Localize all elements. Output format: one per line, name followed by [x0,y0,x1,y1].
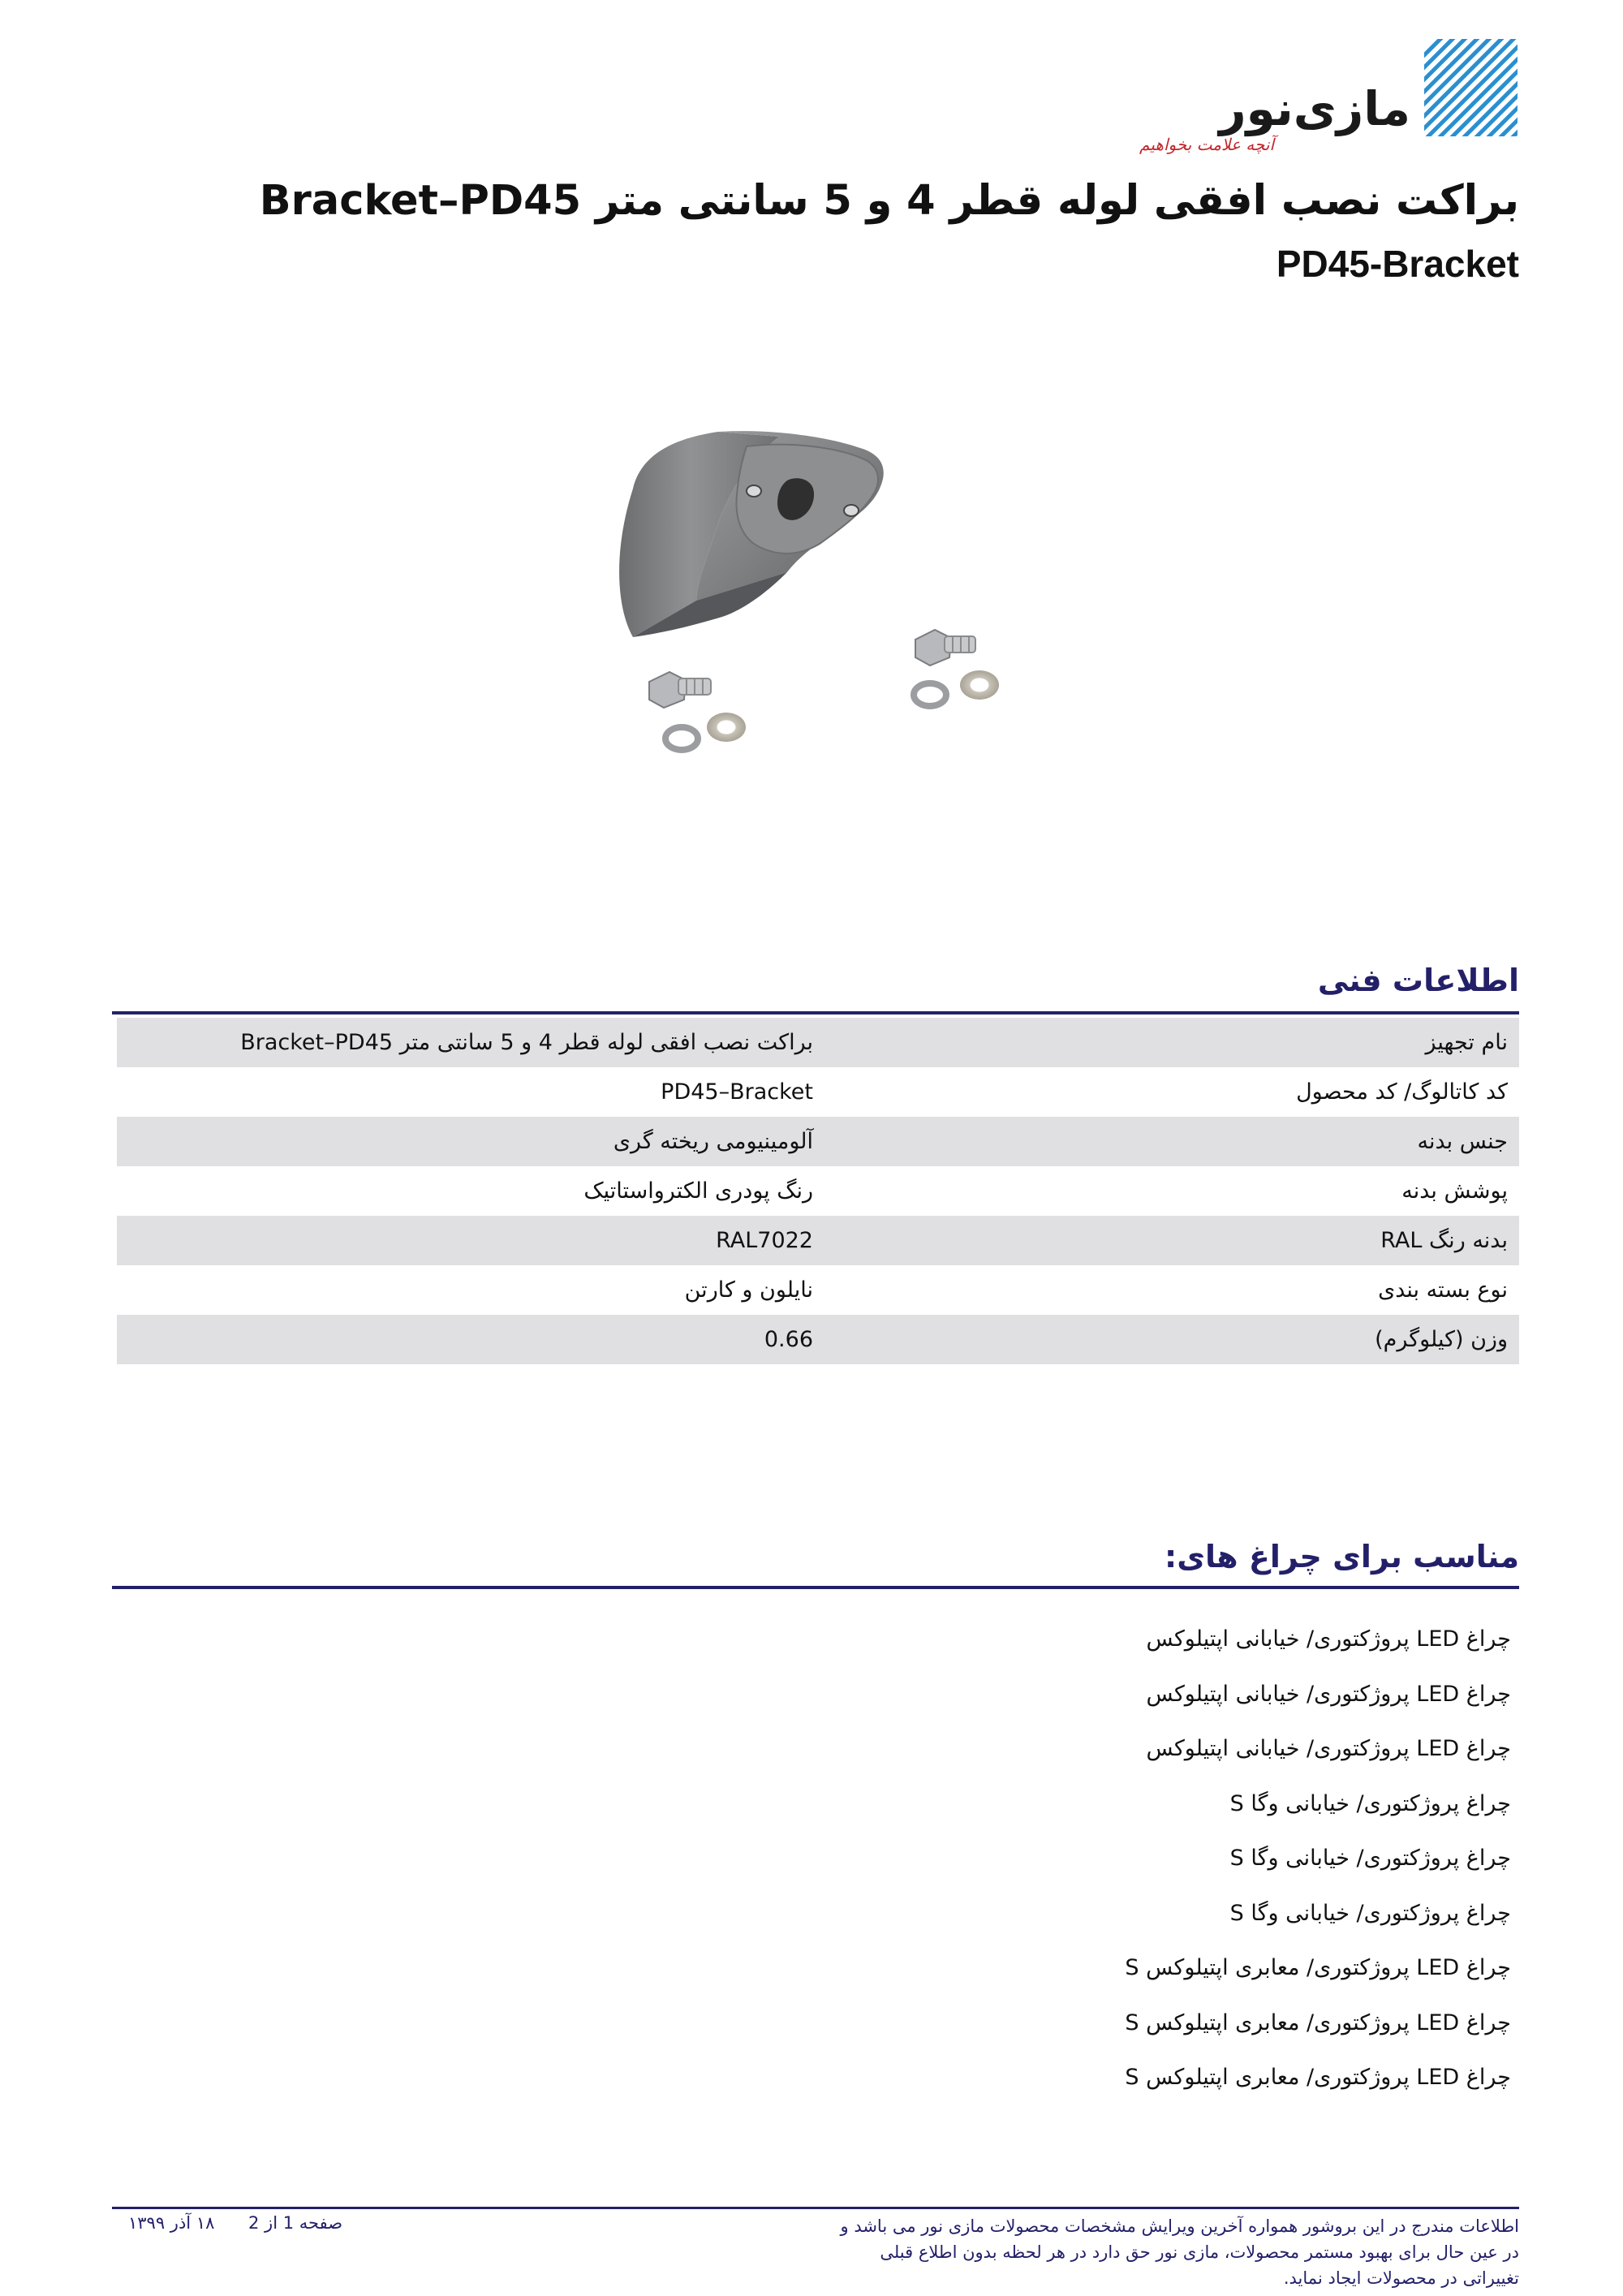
brand-logo [1128,39,1518,154]
spec-label: نوع بسته بندی [1378,1277,1508,1303]
table-row [117,1018,1519,1067]
list-item: چراغ پروژکتوری/ خیابانی وگا S [1229,1790,1511,1816]
spec-label: جنس بدنه [1417,1129,1508,1154]
list-item: چراغ پروژکتوری/ خیابانی وگا S [1229,1900,1511,1926]
table-row [117,1315,1519,1364]
spec-label: پوشش بدنه [1401,1178,1508,1204]
table-row [117,1067,1519,1117]
spec-value: آلومینیومی ریخته گری [613,1129,813,1154]
spec-label: کد کاتالوگ/ کد محصول [1296,1079,1508,1105]
list-item: چراغ LED پروژکتوری/ خیابانی اپتیلوکس [1146,1736,1511,1761]
specs-heading-rule [112,1011,1519,1014]
page-number: صفحه 1 از 2 [248,2213,343,2233]
spec-value: براکت نصب افقی لوله قطر 4 و 5 سانتی متر Bracket–PD45 [240,1030,813,1055]
logo-wordmark: مازی‌نور [1219,81,1410,136]
logo-tagline: آنچه علامت بخواهیم [1139,135,1274,154]
table-row [117,1166,1519,1216]
list-item: چراغ پروژکتوری/ خیابانی وگا S [1229,1846,1511,1871]
suitable-heading: مناسب برای چراغ های: [1165,1539,1519,1574]
page-title: براکت نصب افقی لوله قطر 4 و 5 سانتی متر Bracket–PD45 [259,177,1519,225]
table-row [117,1117,1519,1166]
table-row [117,1216,1519,1265]
list-item: چراغ LED پروژکتوری/ معابری اپتیلوکس S [1125,2010,1511,2035]
specs-table [117,1018,1519,1364]
footer-rule [112,2207,1519,2209]
list-item: چراغ LED پروژکتوری/ معابری اپتیلوکس S [1125,2065,1511,2090]
spec-label: بدنه رنگ RAL [1380,1228,1508,1253]
list-item: چراغ LED پروژکتوری/ معابری اپتیلوکس S [1125,1955,1511,1980]
spec-value: نایلون و کارتن [684,1277,813,1303]
logo-stripes-icon [1424,39,1518,136]
spec-value: 0.66 [764,1327,813,1352]
list-item: چراغ LED پروژکتوری/ خیابانی اپتیلوکس [1146,1626,1511,1652]
suitable-heading-rule [112,1586,1519,1589]
footer-date: ۱۸ آذر ۱۳۹۹ [128,2213,215,2233]
spec-value: رنگ پودری الکترواستاتیک [583,1178,813,1204]
list-item: چراغ LED پروژکتوری/ خیابانی اپتیلوکس [1146,1681,1511,1707]
spec-value: RAL7022 [716,1228,813,1253]
table-row [117,1265,1519,1315]
footer-disclaimer: اطلاعات مندرج در این بروشور همواره آخرین ویرایش مشخصات محصولات مازی نور می باشد و در عین حال برای بهبود مستمر محصولات، مازی نور حق دارد در هر لحظه بدون اطلاع قبلی تغییراتی در محصولات ایجاد نماید. [840,2216,1519,2288]
spec-value: PD45–Bracket [661,1079,813,1105]
specs-heading: اطلاعات فنی [1317,963,1519,998]
suitable-list [537,1615,1511,2109]
bracket-with-bolts-photo [584,414,1039,787]
spec-label: نام تجهیز [1425,1030,1508,1055]
product-code: PD45-Bracket [1276,243,1519,285]
spec-label: وزن (کیلوگرم) [1375,1327,1508,1352]
